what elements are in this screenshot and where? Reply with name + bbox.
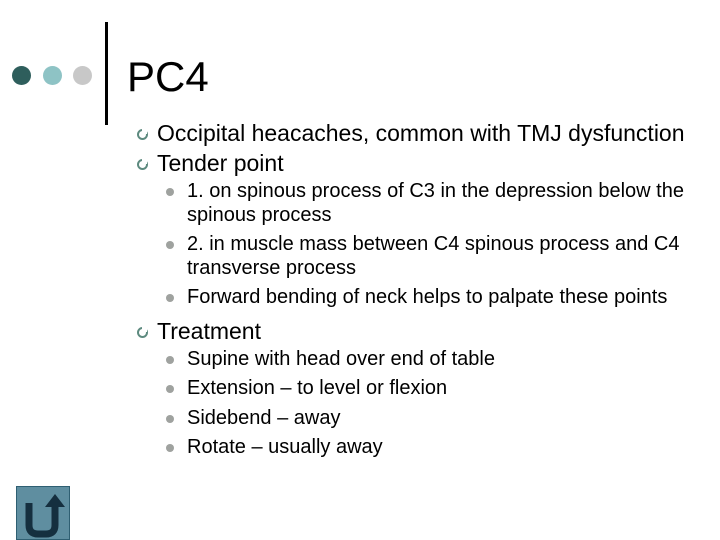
ring-bullet-icon	[137, 327, 148, 338]
sub-bullet-item	[0, 436, 720, 460]
bullet-item	[0, 120, 720, 147]
sub-bullet-text: 1. on spinous process of C3 in the depression below the spinous process	[187, 180, 684, 226]
title-divider	[105, 22, 108, 125]
sub-bullet-item	[0, 377, 720, 401]
u-turn-arrow-icon	[17, 487, 69, 539]
sub-bullet-text: Forward bending of neck helps to palpate these points	[187, 286, 668, 308]
sub-bullet-text: 2. in muscle mass between C4 spinous process and C4 transverse process	[187, 233, 680, 279]
dot-bullet-icon	[166, 188, 174, 196]
sub-bullet-text: Sidebend – away	[187, 406, 341, 429]
bullet-item	[0, 318, 720, 345]
sub-bullet-text: Extension – to level or flexion	[187, 377, 448, 399]
sub-bullet-item	[0, 180, 720, 227]
dot-bullet-icon	[166, 241, 174, 249]
dot-bullet-icon	[166, 415, 174, 423]
sub-bullet-text: Supine with head over end of table	[187, 347, 495, 370]
dot-bullet-icon	[166, 294, 174, 302]
return-button[interactable]	[16, 486, 70, 540]
sub-bullet-item	[0, 407, 720, 431]
bullet-text: Treatment	[157, 317, 261, 344]
sub-bullet-item	[0, 348, 720, 372]
decor-dot-1	[12, 66, 31, 85]
slide-title: PC4	[127, 53, 209, 100]
dot-bullet-icon	[166, 356, 174, 364]
ring-bullet-icon	[137, 129, 148, 140]
bullet-text: Occipital heacaches, common with TMJ dysfunction	[157, 120, 685, 146]
ring-bullet-icon	[137, 159, 148, 170]
bullet-item	[0, 150, 720, 177]
dot-bullet-icon	[166, 444, 174, 452]
decor-dot-2	[43, 66, 62, 85]
slide-body	[0, 120, 720, 460]
sub-bullet-text: Rotate – usually away	[187, 436, 383, 458]
decor-dot-3	[73, 66, 92, 85]
sub-bullet-item	[0, 286, 720, 310]
dot-bullet-icon	[166, 385, 174, 393]
sub-bullet-item	[0, 233, 720, 280]
bullet-text: Tender point	[157, 150, 284, 176]
